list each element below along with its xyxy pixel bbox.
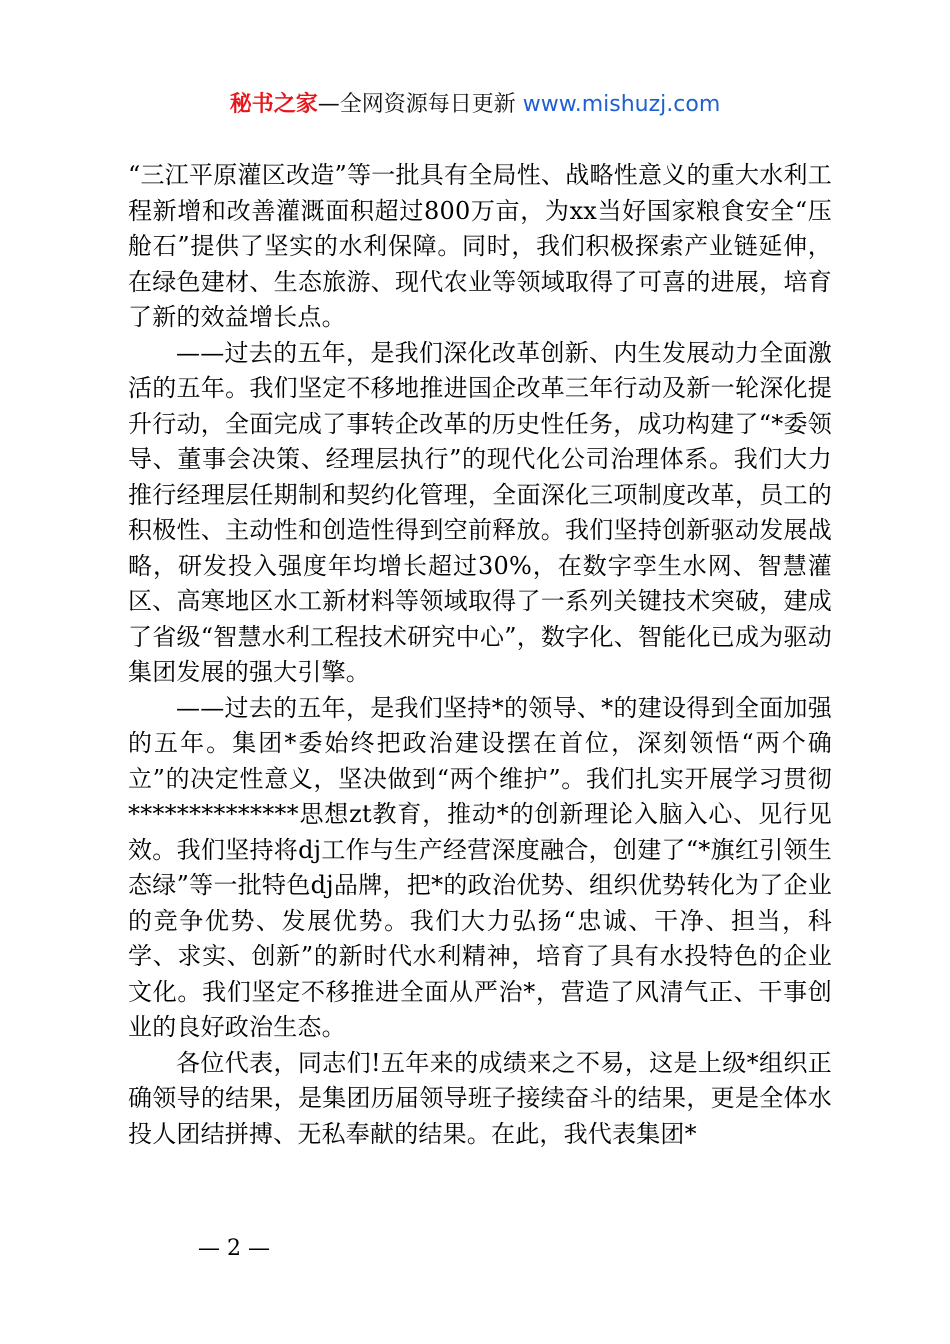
- paragraph-reform: ——过去的五年，是我们深化改革创新、内生发展动力全面激活的五年。我们坚定不移地推进国企改革三年行动及新一轮深化提升行动，全面完成了事转企改革的历史性任务，成功构建了“*委领导、董事会决策、经理层执行”的现代化公司治理体系。我们大力推行经理层任期制和契约化管理，全面深化三项制度改革，员工的积极性、主动性和创造性得到空前释放。我们坚持创新驱动发展战略，研发投入强度年均增长超过30%，在数字孪生水网、智慧灌区、高寒地区水工新材料等领域取得了一系列关键技术突破，建成了省级“智慧水利工程技术研究中心”，数字化、智能化已成为驱动集团发展的强大引擎。: [128, 338, 832, 686]
- paragraph-continuation: “三江平原灌区改造”等一批具有全局性、战略性意义的重大水利工程新增和改善灌溉面积超过800万亩，为xx当好国家粮食安全“压舱石”提供了坚实的水利保障。同时，我们积极探索产业链延伸，在绿色建材、生态旅游、现代农业等领域取得了可喜的进展，培育了新的效益增长点。: [128, 161, 832, 331]
- document-body: [128, 158, 832, 1152]
- paragraph-acknowledgement: 各位代表，同志们!五年来的成绩来之不易，这是上级*组织正确领导的结果，是集团历届领导班子接续奋斗的结果，更是全体水投人团结拼搏、无私奉献的结果。在此，我代表集团*: [128, 1048, 832, 1148]
- page-number: — 2 —: [198, 1236, 270, 1261]
- site-url-link[interactable]: www.mishuzj.com: [522, 92, 721, 117]
- paragraph-party-building: ——过去的五年，是我们坚持*的领导、*的建设得到全面加强的五年。集团*委始终把政治建设摆在首位，深刻领悟“两个确立”的决定性意义，坚决做到“两个维护”。我们扎实开展学习贯彻**************思想zt教育，推动*的创新理论入脑入心、见行见效。我们坚持将dj工作与生产经营深度融合，创建了“*旗红引领生态绿”等一批特色dj品牌，把*的政治优势、组织优势转化为了企业的竞争优势、发展优势。我们大力弘扬“忠诚、干净、担当，科学、求实、创新”的新时代水利精神，培育了具有水投特色的企业文化。我们坚定不移推进全面从严治*，营造了风清气正、干事创业的良好政治生态。: [128, 693, 832, 1041]
- site-brand: 秘书之家: [229, 92, 318, 117]
- site-banner: [0, 88, 950, 122]
- site-slogan: —全网资源每日更新: [317, 92, 523, 117]
